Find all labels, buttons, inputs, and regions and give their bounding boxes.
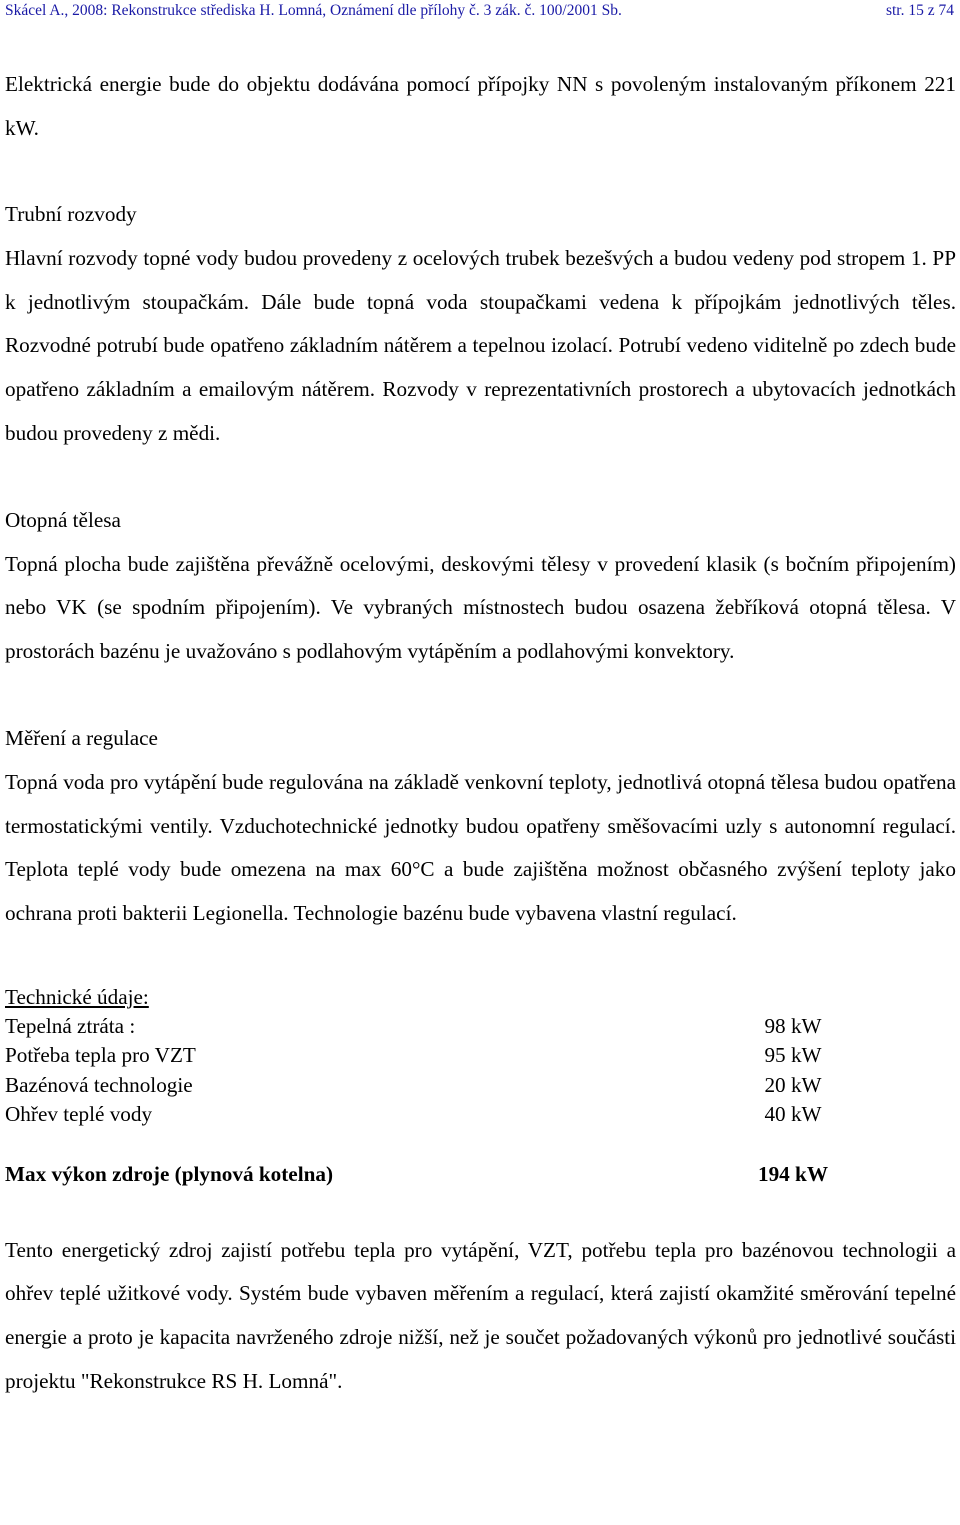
- technical-data-row: [5, 1100, 956, 1129]
- document-body: [5, 62, 956, 1404]
- section-heading: Otopná tělesa: [5, 507, 121, 532]
- technical-data-value: 95 kW: [764, 1043, 822, 1068]
- technical-data-label: Bazénová technologie: [5, 1072, 193, 1097]
- intro-paragraph: Elektrická energie bude do objektu dodávána pomocí přípojky NN s povoleným instalovaným příkonem 221 kW.: [5, 72, 956, 140]
- technical-data-row: [5, 1012, 956, 1041]
- section-paragraph: Topná plocha bude zajištěna převážně ocelovými, deskovými tělesy v provedení klasik (s bočním připojením) nebo VK (se spodním připojením). Ve vybraných místnostech budou osazena žebříková otopná tělesa. V prostorách bazénu je uvažováno s podlahovým vytápěním a podlahovými konvektory.: [5, 551, 956, 664]
- page-header: [5, 2, 954, 24]
- header-citation: Skácel A., 2008: Rekonstrukce střediska H. Lomná, Oznámení dle přílohy č. 3 zák. č. 100/2001 Sb.: [5, 2, 622, 19]
- technical-data-table: [5, 982, 956, 1189]
- technical-data-value: 20 kW: [764, 1072, 822, 1097]
- technical-data-title: Technické údaje:: [5, 984, 149, 1009]
- technical-data-row: [5, 1071, 956, 1100]
- technical-data-label: Tepelná ztráta :: [5, 1013, 136, 1038]
- section-heading: Měření a regulace: [5, 725, 158, 750]
- technical-data-row: [5, 1041, 956, 1070]
- section-paragraph: Hlavní rozvody topné vody budou provedeny z ocelových trubek bezešvých a budou vedeny pod stropem 1. PP k jednotlivým stoupačkám. Dále bude topná voda stoupačkami vedena k přípojkám jednotlivých těles. Rozvodné potrubí bude opatřeno základním nátěrem a tepelnou izolací. Potrubí vedeno viditelně po zdech bude opatřeno základním a emailovým nátěrem. Rozvody v reprezentativních prostorech a ubytovacích jednotkách budou provedeny z mědi.: [5, 245, 956, 445]
- section-heading: Trubní rozvody: [5, 202, 137, 226]
- max-output-label: Max výkon zdroje (plynová kotelna): [5, 1161, 334, 1186]
- technical-data-total-row: [5, 1159, 956, 1189]
- technical-data-label: Potřeba tepla pro VZT: [5, 1043, 196, 1068]
- section-paragraph: Topná voda pro vytápění bude regulována na základě venkovní teploty, jednotlivá otopná tělesa budou opatřena termostatickými ventily. Vzduchotechnické jednotky budou opatřeny směšovacími uzly s autonomní regulací. Teplota teplé vody bude omezena na max 60°C a bude zajištěna možnost občasného zvýšení teploty jako ochrana proti bakterii Legionella. Technologie bazénu bude vybavena vlastní regulací.: [5, 769, 956, 926]
- closing-paragraph: Tento energetický zdroj zajistí potřebu tepla pro vytápění, VZT, potřebu tepla pro bazénovou technologii a ohřev teplé užitkové vody. Systém bude vybaven měřením a regulací, která zajistí okamžité směrování tepelné energie a proto je kapacita navrženého zdroje nižší, než je součet požadovaných výkonů pro jednotlivé součásti projektu "Rekonstrukce RS H. Lomná".: [5, 1237, 956, 1393]
- technical-data-value: 40 kW: [764, 1102, 822, 1127]
- max-output-value: 194 kW: [757, 1161, 829, 1186]
- technical-data-label: Ohřev teplé vody: [5, 1102, 153, 1127]
- page-number: str. 15 z 74: [885, 2, 954, 19]
- technical-data-value: 98 kW: [764, 1013, 822, 1038]
